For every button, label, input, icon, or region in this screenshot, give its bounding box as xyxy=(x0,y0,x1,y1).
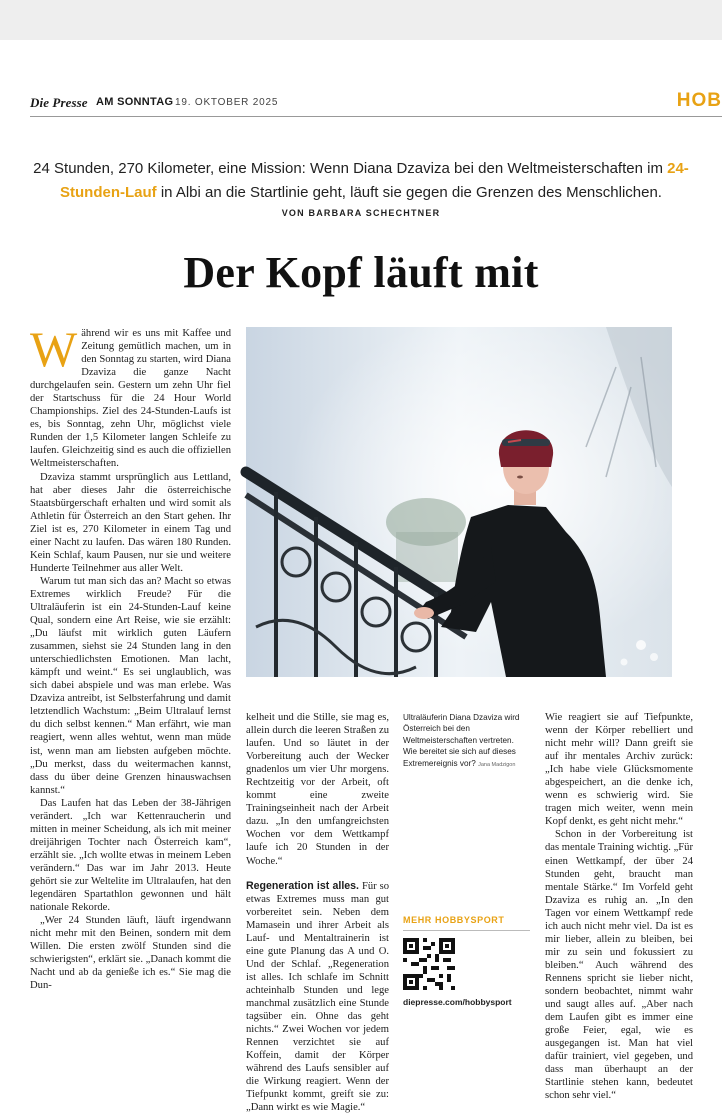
kicker-part-2: in Albi an die Startlinie geht, läuft sie gegen die Grenzen des Menschlichen. xyxy=(160,184,662,201)
kicker-part-1: 24 Stunden, 270 Kilometer, eine Mission: Wenn Diana Dzaviza bei den Weltmeisterschaften im xyxy=(33,160,663,177)
article-column-4 xyxy=(545,711,693,1102)
qr-code-icon[interactable] xyxy=(403,938,455,990)
section-label: HOB xyxy=(676,90,722,111)
paragraph: Warum tut man sich das an? Macht so etwas Extremes wirklich Freude? Für die Ultraläuferin ist ein 24-Stunden-Lauf keine Qual, sondern eine Art Reise, wie sie erzählt: „Du läufst mit wirklich guten Läufern zusammen, siehst sie 24 Stunden lang in den unterschiedlichsten Emotionen. Man lacht, kämpft und weint.“ Es sei unglaublich, was sich dabei abspiele und was man erlebe. Was Dzaviza antreibt, ist Selbsterfahrung und damit letztendlich Wachstum: „Beim Ultralauf lernst du dich selbst kennen.“ Man erfährt, wie man reagiert, wenn alles wehtut, wenn man müde ist, wenn man am liebsten aufgeben möchte. „Du merkst, dass du weitermachen kannst, dass du über deine Grenzen hinauswachsen kannst.“ xyxy=(30,575,231,796)
caption-text: Ultraläuferin Diana Dzaviza wird Österreich bei den Weltmeisterschaften vertreten. Wie bereitet sie sich auf dieses Extremereignis vor? xyxy=(403,713,520,768)
kicker-highlight: 24-Stunden-Lauf xyxy=(60,160,689,201)
paragraph-text: Für so etwas Extremes muss man gut vorbereitet sein. Neben dem Mamasein und ihrer Arbeit als Lauf- und Mentaltrainerin ist eine gute Planung das A und O. Und der Schlaf. „Regeneration ist alles. Ich schlafe im Schnitt achteinhalb Stunden und lege manchmal zusätzlich eine Stunde tagsüber ein. Ohne das geht nichts.“ Zwei Wochen vor jedem Rennen verzichtet sie auf Koffein, damit der Körper während des Laufs sensibler auf die Wirkung reagiert. Wenn der Tiefpunkt kommt, greift sie zu: „Dann wirkt es wie Magie.“ xyxy=(246,880,390,1114)
photo-caption xyxy=(403,712,530,771)
paragraph xyxy=(30,321,231,471)
paragraph: Das Laufen hat das Leben der 38-Jährigen verändert. „Ich war Kettenraucherin und mitten in meiner Scheidung, als ich mit meiner dreijährigen Tochter nach Österreich kam“, erzählt sie. „Ich wollte etwas in meinem Leben verändern.“ Das war im Jahr 2013. Heute gehört sie zur Weltelite im Ultralaufen, hat den legendären Spartathlon gewonnen und hält nationale Rekorde. xyxy=(30,797,231,914)
paragraph-text: ährend wir es uns mit Kaffee und Zeitung gemütlich machen, um in den Sonntag zu starten, wird Diana Dzaviza die ganze Nacht durchgelaufen sein. Gestern um zehn Uhr fiel der Startschuss für die 24 Hour World Championships. Ziel des 24-Stunden-Laufs ist es, bis Sonntag, zehn Uhr, möglichst viele Runden der 1,5 Kilometer langen Schleife zu laufen. Gleichzeitig sind es auch die offiziellen Weltmeisterschaften. xyxy=(30,328,231,470)
paragraph xyxy=(246,880,389,1114)
headline: Der Kopf läuft mit xyxy=(183,248,539,297)
paragraph: „Wer 24 Stunden läuft, läuft irgendwann nicht mehr mit den Beinen, sondern mit dem Willen. Die ersten zwölf Stunden sind die schwierigsten“, erklärt sie. „Danach kommt die Nacht und ab da genieße ich es.“ Sie mag die Dun- xyxy=(30,915,231,992)
masthead-rule xyxy=(30,116,722,117)
qr-code-graphic xyxy=(403,938,455,990)
masthead xyxy=(30,90,722,115)
dropcap: W xyxy=(30,321,78,377)
article-column-1 xyxy=(30,321,231,992)
top-strip xyxy=(0,0,722,40)
issue-date: 19. OKTOBER 2025 xyxy=(175,97,279,108)
photo-credit: Jana Madzigon xyxy=(478,761,516,768)
paragraph: Schon in der Vorbereitung ist das mentale Training wichtig. „Für einen Wettkampf, der über 24 Stunden geht, braucht man mentale Stärke.“ Im Vorfeld geht Dzaviza es ruhig an. „In den Tagen vor einem Wettkampf rede ich auch nicht mehr viel. Da ist es mir lieber, allein zu bleiben, bei mir zu sein und fokussiert zu bleiben.“ Auch während des Rennens spricht sie lieber nicht, sondern beobachtet, nimmt wahr und saugt alles auf. „Aber nach dem Laufen gibt es immer eine große Feier, egal, wie es ausgegangen ist. Man hat viel dafür trainiert, viel gegeben, und dass man überhaupt an der Startlinie stehen kann, bedeutet schon sehr viel.“ xyxy=(545,829,694,1102)
byline: VON BARBARA SCHECHTNER xyxy=(281,208,441,218)
hobbysport-link[interactable]: diepresse.com/hobbysport xyxy=(403,997,512,1007)
paragraph: Dzaviza stammt ursprünglich aus Lettland, hat aber dieses Jahr die österreichische Staatsbürgerschaft erhalten und wird somit als Athletin für Österreich an den Start gehen. Ihr Ziel ist es, 270 Kilometer in einem Tag und einer Nacht zu laufen. Das wären 180 Runden. Kein Schlaf, kaum Pausen, nur sie und weitere Hunderte Teilnehmer aus aller Welt. xyxy=(30,471,231,574)
paragraph: kelheit und die Stille, sie mag es, allein durch die leeren Straßen zu laufen. Und so läutet in der Vorbereitung auch der Wecker gnadenlos um vier Uhr morgens. Rechtzeitig vor der Arbeit, oft kommt eine zweite Trainingseinheit nach der Arbeit dazu. „In den umfangreichsten Wochen vor dem Wettkampf laufe ich 20 Stunden in der Woche.“ xyxy=(246,712,389,867)
more-hobbysport-label: MEHR HOBBYSPORT xyxy=(403,915,505,925)
masthead-logo: Die Presse xyxy=(30,95,88,110)
kicker xyxy=(30,157,692,205)
masthead-subtitle: AM SONNTAG xyxy=(96,96,174,108)
article-column-2 xyxy=(246,711,389,1114)
more-divider xyxy=(403,930,530,931)
subheading: Regeneration ist alles. xyxy=(246,879,360,892)
runner-photo-illustration xyxy=(246,327,672,677)
runner-photo xyxy=(246,327,672,677)
paragraph: Wie reagiert sie auf Tiefpunkte, wenn der Körper rebelliert und nicht mehr will? Dann greift sie auf ihr mentales Archiv zurück: „Ich habe viele Glücksmomente abgespeichert, an die denke ich, wenn es schwierig wird. Sie tragen mich weiter, wenn mein Kopf denkt, es geht nicht mehr.“ xyxy=(545,712,693,828)
